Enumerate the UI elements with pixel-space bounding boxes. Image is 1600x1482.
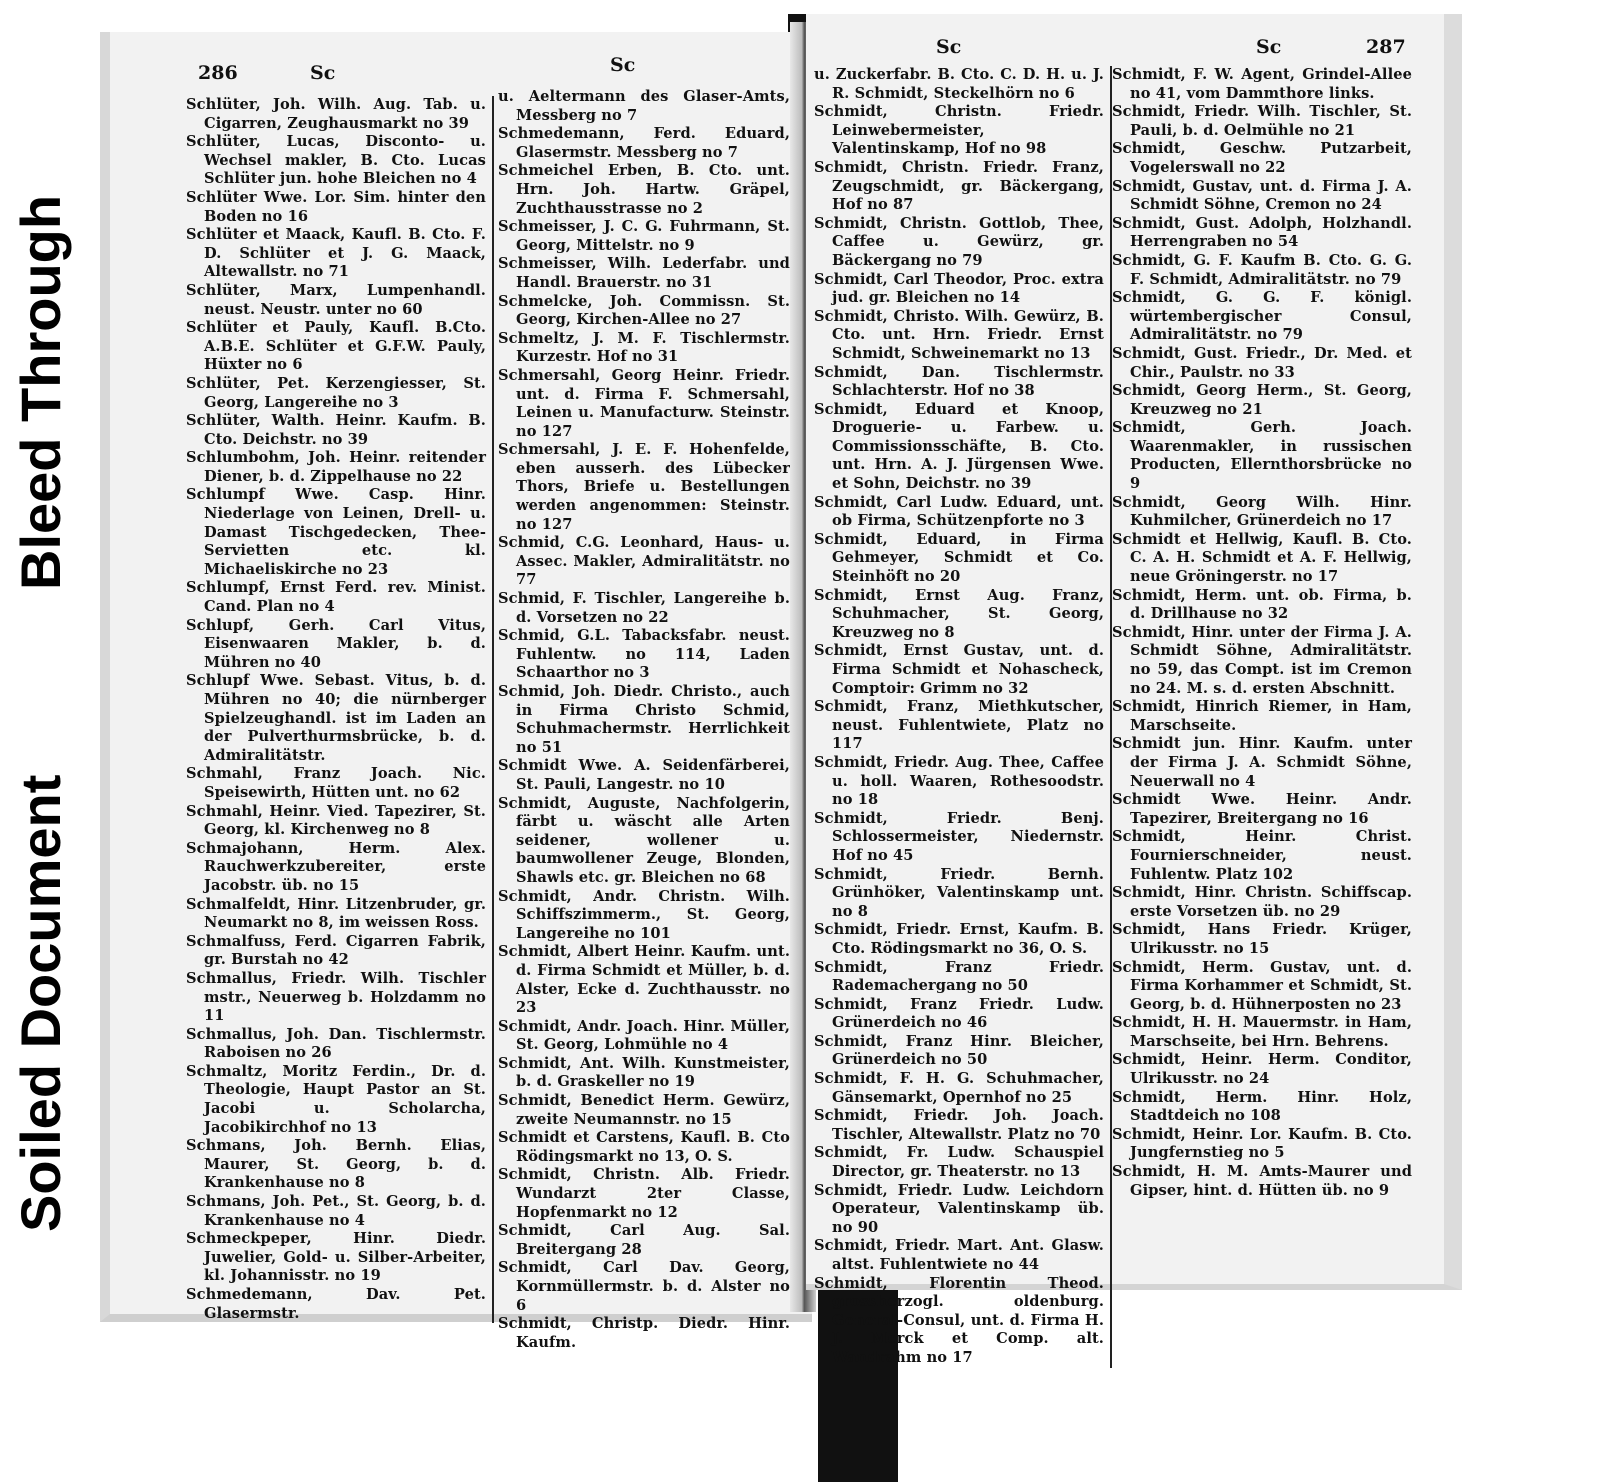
- directory-entry: Schmidt, G. F. Kaufm B. Cto. G. G. F. Schmidt, Admiralitätstr. no 79: [1112, 251, 1412, 288]
- directory-entry: Schmidt, Christn. Friedr. Leinwebermeister, Valentinskamp, Hof no 98: [814, 103, 1104, 158]
- directory-entry: Schmidt, Andr. Joach. Hinr. Müller, St. Georg, Lohmühle no 4: [498, 1017, 790, 1054]
- directory-entry: Schmidt, Carl Aug. Sal. Breitergang 28: [498, 1222, 790, 1258]
- directory-entry: u. Aeltermann des Glaser-Amts, Messberg no 7: [498, 88, 790, 124]
- directory-entry: Schmidt, Friedr. Ludw. Leichdorn Operateur, Valentinskamp üb. no 90: [814, 1181, 1104, 1236]
- directory-entry: Schmidt, Herm. Hinr. Holz, Stadtdeich no 108: [1112, 1088, 1412, 1125]
- directory-entry: Schmidt, Friedr. Benj. Schlossermeister, Niedernstr. Hof no 45: [814, 809, 1104, 864]
- directory-entry: Schmidt, Franz Hinr. Bleicher, Grünerdeich no 50: [814, 1032, 1104, 1069]
- directory-entry: Schlumpf, Ernst Ferd. rev. Minist. Cand. Plan no 4: [186, 579, 486, 616]
- directory-entry: Schmersahl, Georg Heinr. Friedr. unt. d. Firma F. Schmersahl, Leinen u. Manufacturw. Steinstr. no 127: [498, 366, 790, 440]
- directory-entry: Schmidt, Christn. Alb. Friedr. Wundarzt 2ter Classe, Hopfenmarkt no 12: [498, 1166, 790, 1221]
- directory-entry: Schmidt, Carl Theodor, Proc. extra jud. gr. Bleichen no 14: [814, 270, 1104, 307]
- directory-entry: Schmallus, Friedr. Wilh. Tischler mstr., Neuerweg b. Holzdamm no 11: [186, 969, 486, 1025]
- directory-entry: Schmidt, Gerh. Joach. Waarenmakler, in russischen Producten, Ellernthorsbrücke no 9: [1112, 419, 1412, 493]
- directory-entry: Schmidt, Ernst Aug. Franz, Schuhmacher, St. Georg, Kreuzweg no 8: [814, 586, 1104, 641]
- directory-entry: Schmeckpeper, Hinr. Diedr. Juwelier, Gold- u. Silber-Arbeiter, kl. Johannisstr. no 19: [186, 1230, 486, 1285]
- directory-entry: Schmaltz, Moritz Ferdin., Dr. d. Theologie, Haupt Pastor an St. Jacobi u. Scholarcha, Jacobikirchhof no 13: [186, 1062, 486, 1136]
- page-number-left: 286: [198, 62, 238, 84]
- directory-entry: Schmidt et Carstens, Kaufl. B. Cto Rödingsmarkt no 13, O. S.: [498, 1129, 790, 1165]
- running-head-left-1: Sc: [310, 62, 336, 84]
- directory-entry: Schmalfeldt, Hinr. Litzenbruder, gr. Neumarkt no 8, im weissen Ross.: [186, 895, 486, 932]
- directory-entry: Schmidt, Albert Heinr. Kaufm. unt. d. Firma Schmidt et Müller, b. d. Alster, Ecke d. Zuchthausstr. no 23: [498, 943, 790, 1017]
- directory-entry: Schmedemann, Ferd. Eduard, Glasermstr. Messberg no 7: [498, 125, 790, 161]
- directory-entry: Schmidt, Hinr. unter der Firma J. A. Schmidt Söhne, Admiralitätstr. no 59, das Compt. ist im Cremon no 24. M. s. d. ersten Abschnitt.: [1112, 623, 1412, 697]
- soiled-document-stamp: Soiled Document: [9, 774, 72, 1232]
- directory-entry: Schmidt, H. H. Mauermstr. in Ham, Marschseite, bei Hrn. Behrens.: [1112, 1014, 1412, 1050]
- directory-entry: Schmidt, Eduard, in Firma Gehmeyer, Schmidt et Co. Steinhöft no 20: [814, 530, 1104, 586]
- directory-entry: Schmidt, Friedr. Joh. Joach. Tischler, Altewallstr. Platz no 70: [814, 1107, 1104, 1143]
- directory-entry: Schmidt, Georg Wilh. Hinr. Kuhmilcher, Grünerdeich no 17: [1112, 493, 1412, 530]
- directory-entry: Schmidt, Auguste, Nachfolgerin, färbt u. wäscht alle Arten seidener, wollener u. baumwollener Zeuge, Blonden, Shawls etc. gr. Bleichen no 68: [498, 794, 790, 886]
- directory-entry: Schlüter et Maack, Kaufl. B. Cto. F. D. Schlüter et J. G. Maack, Altewallstr. no 71: [186, 226, 486, 281]
- directory-entry: Schlumbohm, Joh. Heinr. reitender Diener, b. d. Zippelhause no 22: [186, 449, 486, 485]
- left-page-column-2: [498, 88, 790, 1352]
- directory-entry: Schmidt et Hellwig, Kaufl. B. Cto. C. A. H. Schmidt et A. F. Hellwig, neue Gröningerstr. no 17: [1112, 530, 1412, 586]
- directory-entry: Schmidt, Geschw. Putzarbeit, Vogelerswall no 22: [1112, 140, 1412, 176]
- directory-entry: Schlüter et Pauly, Kaufl. B.Cto. A.B.E. Schlüter et G.F.W. Pauly, Hüxter no 6: [186, 319, 486, 374]
- directory-entry: Schmajohann, Herm. Alex. Rauchwerkzubereiter, erste Jacobstr. üb. no 15: [186, 839, 486, 894]
- directory-entry: Schlüter, Joh. Wilh. Aug. Tab. u. Cigarren, Zeughausmarkt no 39: [186, 96, 486, 132]
- directory-entry: Schmidt, Gustav, unt. d. Firma J. A. Schmidt Söhne, Cremon no 24: [1112, 177, 1412, 214]
- open-book: [78, 14, 1450, 1366]
- directory-entry: Schmahl, Heinr. Vied. Tapezirer, St. Georg, kl. Kirchenweg no 8: [186, 802, 486, 839]
- directory-entry: Schmid, G.L. Tabacksfabr. neust. Fuhlentw. no 114, Laden Schaarthor no 3: [498, 627, 790, 682]
- directory-entry: Schmidt, Heinr. Herm. Conditor, Ulrikusstr. no 24: [1112, 1051, 1412, 1088]
- right-page-column-2: [1112, 66, 1412, 1200]
- directory-entry: Schmidt, G. G. F. königl. würtembergischer Consul, Admiralitätstr. no 79: [1112, 289, 1412, 344]
- directory-entry: Schlüter, Lucas, Disconto- u. Wechsel makler, B. Cto. Lucas Schlüter jun. hohe Bleichen no 4: [186, 133, 486, 188]
- directory-entry: Schlüter, Pet. Kerzengiesser, St. Georg, Langereihe no 3: [186, 374, 486, 411]
- scanner-stamp-strip: [0, 0, 80, 1467]
- directory-entry: Schmidt, Franz Friedr. Ludw. Grünerdeich no 46: [814, 995, 1104, 1032]
- directory-entry: Schmallus, Joh. Dan. Tischlermstr. Raboisen no 26: [186, 1025, 486, 1062]
- directory-entry: Schmidt, Eduard et Knoop, Droguerie- u. Farbew. u. Commissionsschäfte, B. Cto. unt. Hrn. A. J. Jürgensen Wwe. et Sohn, Deichstr. no 39: [814, 400, 1104, 493]
- directory-entry: Schmalfuss, Ferd. Cigarren Fabrik, gr. Burstah no 42: [186, 932, 486, 969]
- directory-entry: Schmidt, Christn. Friedr. Franz, Zeugschmidt, gr. Bäckergang, Hof no 87: [814, 158, 1104, 214]
- left-page-column-1: [186, 96, 494, 1323]
- directory-entry: Schmidt, Franz, Miethkutscher, neust. Fuhlentwiete, Platz no 117: [814, 698, 1104, 753]
- directory-entry: Schmidt, Florentin Theod. grossherzogl. oldenburg. General-Consul, unt. d. Firma H. J. Merck et Comp. alt. Wandrahm no 17: [814, 1274, 1104, 1366]
- directory-entry: Schmidt, Herm. Gustav, unt. d. Firma Korhammer et Schmidt, St. Georg, b. d. Hühnerposten no 23: [1112, 958, 1412, 1013]
- directory-entry: Schmeisser, Wilh. Lederfabr. und Handl. Brauerstr. no 31: [498, 255, 790, 291]
- running-head-right-1: Sc: [936, 36, 962, 58]
- directory-entry: Schmersahl, J. E. F. Hohenfelde, eben ausserh. des Lübecker Thors, Briefe u. Bestellungen werden angenommen: Steinstr. no 127: [498, 441, 790, 533]
- directory-entry: Schmidt, Christp. Diedr. Hinr. Kaufm.: [498, 1315, 790, 1351]
- directory-entry: Schmidt, Benedict Herm. Gewürz, zweite Neumannstr. no 15: [498, 1092, 790, 1128]
- directory-entry: Schmedemann, Dav. Pet. Glasermstr.: [186, 1286, 486, 1322]
- directory-entry: Schmidt, Ernst Gustav, unt. d. Firma Schmidt et Nohascheck, Comptoir: Grimm no 32: [814, 642, 1104, 697]
- directory-entry: Schmid, Joh. Diedr. Christo., auch in Firma Christo Schmid, Schuhmachermstr. Herrlichkeit no 51: [498, 683, 790, 756]
- directory-entry: Schlüter, Walth. Heinr. Kaufm. B. Cto. Deichstr. no 39: [186, 412, 486, 448]
- directory-entry: Schmidt, H. M. Amts-Maurer und Gipser, hint. d. Hütten üb. no 9: [1112, 1163, 1412, 1199]
- directory-entry: Schmidt Wwe. A. Seidenfärberei, St. Pauli, Langestr. no 10: [498, 757, 790, 793]
- directory-entry: Schmidt, Carl Dav. Georg, Kornmüllermstr. b. d. Alster no 6: [498, 1259, 790, 1314]
- directory-entry: Schmidt, Heinr. Lor. Kaufm. B. Cto. Jungfernstieg no 5: [1112, 1125, 1412, 1162]
- directory-entry: Schmidt, Gust. Adolph, Holzhandl. Herrengraben no 54: [1112, 214, 1412, 251]
- directory-entry: Schlupf, Gerh. Carl Vitus, Eisenwaaren Makler, b. d. Mühren no 40: [186, 616, 486, 671]
- directory-entry: Schmidt, Gust. Friedr., Dr. Med. et Chir., Paulstr. no 33: [1112, 344, 1412, 381]
- directory-entry: Schlüter, Marx, Lumpenhandl. neust. Neustr. unter no 60: [186, 281, 486, 318]
- directory-entry: Schmidt, Franz Friedr. Rademachergang no 50: [814, 958, 1104, 995]
- directory-entry: Schmidt, Dan. Tischlermstr. Schlachterstr. Hof no 38: [814, 363, 1104, 400]
- directory-entry: Schlupf Wwe. Sebast. Vitus, b. d. Mühren no 40; die nürnberger Spielzeughandl. ist im Laden an der Pulverthurmsbrücke, b. d. Admiralitätstr.: [186, 672, 486, 764]
- directory-entry: Schmidt, Heinr. Christ. Fournierschneider, neust. Fuhlentw. Platz 102: [1112, 828, 1412, 883]
- right-page-column-1: [814, 66, 1112, 1368]
- directory-entry: Schmidt, Hinrich Riemer, in Ham, Marschseite.: [1112, 698, 1412, 734]
- directory-entry: Schmidt, Friedr. Mart. Ant. Glasw. altst. Fuhlentwiete no 44: [814, 1237, 1104, 1273]
- directory-entry: Schmeisser, J. C. G. Fuhrmann, St. Georg, Mittelstr. no 9: [498, 218, 790, 254]
- directory-entry: Schmidt, F. H. G. Schuhmacher, Gänsemarkt, Opernhof no 25: [814, 1070, 1104, 1106]
- directory-entry: Schmidt jun. Hinr. Kaufm. unter der Firma J. A. Schmidt Söhne, Neuerwall no 4: [1112, 735, 1412, 790]
- directory-entry: Schmidt, Friedr. Aug. Thee, Caffee u. holl. Waaren, Rothesoodstr. no 18: [814, 753, 1104, 809]
- directory-entry: Schmidt, Christn. Gottlob, Thee, Caffee u. Gewürz, gr. Bäckergang no 79: [814, 214, 1104, 269]
- directory-entry: Schlüter Wwe. Lor. Sim. hinter den Boden no 16: [186, 188, 486, 225]
- directory-entry: Schlumpf Wwe. Casp. Hinr. Niederlage von Leinen, Drell- u. Damast Tischgedecken, Thee-Servietten etc. kl. Michaeliskirche no 23: [186, 486, 486, 578]
- directory-entry: Schmahl, Franz Joach. Nic. Speisewirth, Hütten unt. no 62: [186, 765, 486, 801]
- directory-entry: Schmidt, Hans Friedr. Krüger, Ulrikusstr. no 15: [1112, 921, 1412, 957]
- directory-entry: Schmidt, Christo. Wilh. Gewürz, B. Cto. unt. Hrn. Friedr. Ernst Schmidt, Schweinemarkt no 13: [814, 307, 1104, 362]
- directory-entry: Schmidt, Friedr. Wilh. Tischler, St. Pauli, b. d. Oelmühle no 21: [1112, 103, 1412, 139]
- directory-entry: Schmidt, Friedr. Ernst, Kaufm. B. Cto. Rödingsmarkt no 36, O. S.: [814, 921, 1104, 957]
- right-page: [806, 14, 1462, 1366]
- directory-entry: Schmidt, F. W. Agent, Grindel-Allee no 41, vom Dammthore links.: [1112, 66, 1412, 102]
- directory-entry: Schmidt, Herm. unt. ob. Firma, b. d. Drillhause no 32: [1112, 586, 1412, 623]
- directory-entry: Schmid, F. Tischler, Langereihe b. d. Vorsetzen no 22: [498, 590, 790, 626]
- directory-entry: Schmidt Wwe. Heinr. Andr. Tapezirer, Breitergang no 16: [1112, 791, 1412, 827]
- directory-entry: Schmidt, Fr. Ludw. Schauspiel Director, gr. Theaterstr. no 13: [814, 1144, 1104, 1181]
- directory-entry: Schmidt, Andr. Christn. Wilh. Schiffszimmerm., St. Georg, Langereihe no 101: [498, 887, 790, 942]
- directory-entry: Schmans, Joh. Pet., St. Georg, b. d. Krankenhause no 4: [186, 1193, 486, 1229]
- directory-entry: Schmelcke, Joh. Commissn. St. Georg, Kirchen-Allee no 27: [498, 292, 790, 329]
- directory-entry: Schmeltz, J. M. F. Tischlermstr. Kurzestr. Hof no 31: [498, 329, 790, 366]
- directory-entry: Schmeichel Erben, B. Cto. unt. Hrn. Joh. Hartw. Gräpel, Zuchthausstrasse no 2: [498, 162, 790, 217]
- directory-entry: Schmidt, Georg Herm., St. Georg, Kreuzweg no 21: [1112, 382, 1412, 418]
- bleed-through-stamp: Bleed Through: [9, 194, 72, 590]
- directory-entry: Schmid, C.G. Leonhard, Haus- u. Assec. Makler, Admiralitätstr. no 77: [498, 534, 790, 589]
- page-number-right: 287: [1366, 36, 1406, 58]
- directory-entry: Schmidt, Ant. Wilh. Kunstmeister, b. d. Graskeller no 19: [498, 1054, 790, 1091]
- running-head-left-2: Sc: [610, 54, 636, 76]
- left-page: [100, 32, 812, 1351]
- directory-entry: Schmidt, Carl Ludw. Eduard, unt. ob Firma, Schützenpforte no 3: [814, 493, 1104, 530]
- directory-entry: Schmans, Joh. Bernh. Elias, Maurer, St. Georg, b. d. Krankenhause no 8: [186, 1137, 486, 1192]
- running-head-right-2: Sc: [1256, 36, 1282, 58]
- directory-entry: u. Zuckerfabr. B. Cto. C. D. H. u. J. R. Schmidt, Steckelhörn no 6: [814, 66, 1104, 102]
- directory-entry: Schmidt, Hinr. Christn. Schiffscap. erste Vorsetzen üb. no 29: [1112, 884, 1412, 920]
- directory-entry: Schmidt, Friedr. Bernh. Grünhöker, Valentinskamp unt. no 8: [814, 865, 1104, 920]
